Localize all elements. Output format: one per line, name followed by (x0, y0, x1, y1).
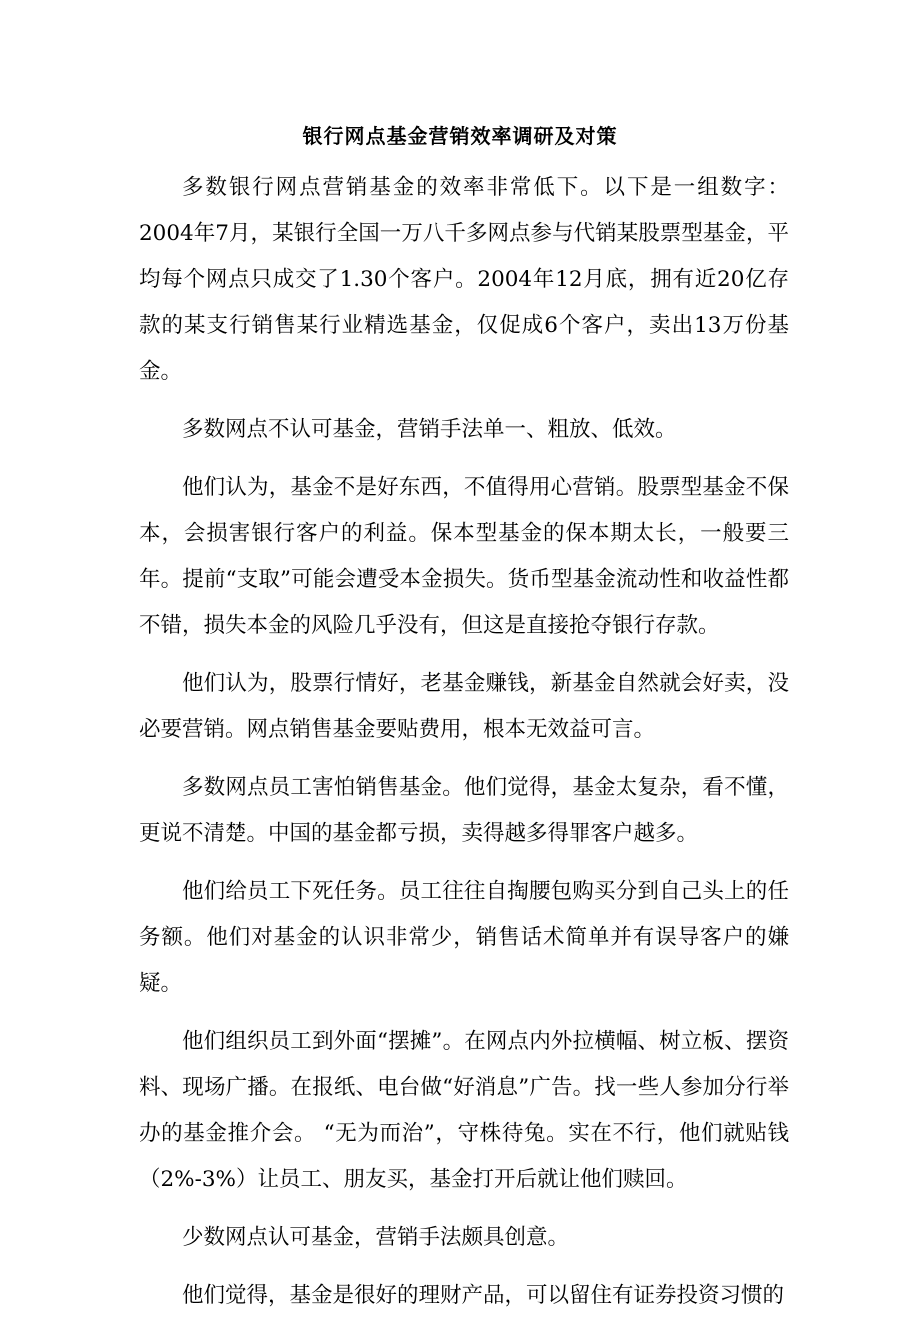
paragraph: 少数网点认可基金，营销手法颇具创意。 (182, 1225, 570, 1250)
paragraph: 他们组织员工到外面“摆摊”。在网点内外拉横幅、树立板、摆资料、现场广播。在报纸、电台做“好消息”广告。找一些人参加分行举办的基金推介会。 “无为而治”，守株待兔。实在不行，他们就贴钱（2%-3%）让员工、朋友买，基金打开后就让他们赎回。 (139, 1029, 789, 1192)
paragraph: 多数网点员工害怕销售基金。他们觉得，基金太复杂，看不懂，更说不清楚。中国的基金都亏损，卖得越多得罪客户越多。 (139, 775, 789, 846)
paragraph: 多数银行网点营销基金的效率非常低下。以下是一组数字：2004年7月，某银行全国一万八千多网点参与代销某股票型基金，平均每个网点只成交了1.30个客户。2004年12月底，拥有近20亿存款的某支行销售某行业精选基金，仅促成6个客户，卖出13万份基金。 (139, 175, 789, 384)
document-title: 银行网点基金营销效率调研及对策 (302, 124, 618, 148)
paragraph: 他们觉得，基金是很好的理财产品，可以留住有证券投资习惯的 (182, 1283, 785, 1308)
document-body (139, 165, 789, 1331)
paragraph: 多数网点不认可基金，营销手法单一、粗放、低效。 (182, 417, 677, 442)
paragraph: 他们认为，股票行情好，老基金赚钱，新基金自然就会好卖，没必要营销。网点销售基金要贴费用，根本无效益可言。 (139, 671, 789, 742)
paragraph: 他们给员工下死任务。员工往往自掏腰包购买分到自己头上的任务额。他们对基金的认识非常少，销售话术简单并有误导客户的嫌疑。 (139, 879, 789, 996)
paragraph: 他们认为，基金不是好东西，不值得用心营销。股票型基金不保本，会损害银行客户的利益。保本型基金的保本期太长，一般要三年。提前“支取”可能会遭受本金损失。货币型基金流动性和收益性都不错，损失本金的风险几乎没有，但这是直接抢夺银行存款。 (139, 475, 789, 638)
